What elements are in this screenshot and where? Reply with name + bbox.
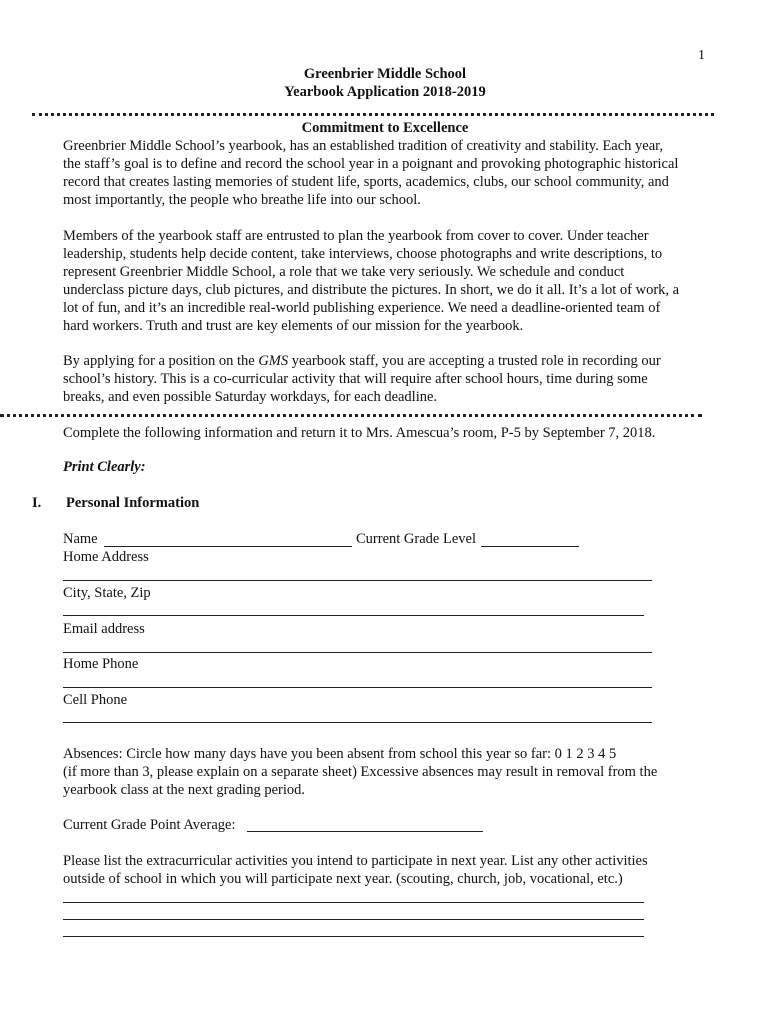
city-state-zip-field[interactable] (63, 615, 644, 616)
email-label: Email address (63, 621, 145, 637)
email-field[interactable] (63, 652, 652, 653)
text-line: lot of fun, and it’s an incredible real-world publishing experience. We need a deadline-oriented team of (63, 300, 661, 316)
text-line: outside of school in which you will participate next year. (scouting, church, job, vocational, etc.) (63, 871, 623, 887)
print-clearly-label: Print Clearly: (63, 459, 146, 475)
absences-text (63, 745, 713, 799)
text-line: Greenbrier Middle School’s yearbook, has an established tradition of creativity and stability. Each year, (63, 138, 664, 154)
text-line: Members of the yearbook staff are entrusted to plan the yearbook from cover to cover. Under teacher (63, 228, 649, 244)
dotted-divider-bottom (0, 414, 702, 417)
gms-emphasis: GMS (258, 353, 289, 369)
home-phone-label: Home Phone (63, 656, 139, 672)
gpa-label: Current Grade Point Average: (63, 817, 236, 833)
text-line: (if more than 3, please explain on a separate sheet) Excessive absences may result in removal from the (63, 764, 658, 780)
gpa-field[interactable] (247, 831, 483, 832)
text-line: school’s history. This is a co-curricular activity that will require after school hours, time during some (63, 371, 648, 387)
document-title: Yearbook Application 2018-2019 (284, 84, 486, 100)
text-line: Absences: Circle how many days have you been absent from school this year so far: 0 1 2 3 4 5 (63, 746, 617, 762)
text-line (63, 352, 713, 370)
activities-field-1[interactable] (63, 902, 644, 903)
activities-field-2[interactable] (63, 919, 644, 920)
text-span: By applying for a position on the (63, 353, 259, 369)
text-line: breaks, and even possible Saturday workdays, for each deadline. (63, 389, 438, 405)
commitment-paragraph-2 (63, 227, 713, 335)
section-numeral: I. (32, 495, 42, 511)
activities-prompt (63, 852, 713, 888)
instructions: Complete the following information and return it to Mrs. Amescua’s room, P-5 by September 7, 2018. (63, 425, 656, 441)
activities-field-3[interactable] (63, 936, 644, 937)
commitment-paragraph-1 (63, 137, 713, 209)
grade-field[interactable] (481, 546, 579, 547)
home-phone-field[interactable] (63, 687, 652, 688)
text-line: leadership, students help decide content, take interviews, choose photographs and write descriptions, to (63, 246, 663, 262)
name-label: Name (63, 531, 98, 547)
commitment-heading: Commitment to Excellence (301, 120, 469, 136)
school-name: Greenbrier Middle School (303, 66, 467, 82)
cell-phone-label: Cell Phone (63, 692, 128, 708)
text-line: underclass picture days, club pictures, and distribute the pictures. In short, we do it all. It’s a lot of work, a (63, 282, 680, 298)
commitment-paragraph-3 (63, 352, 713, 406)
home-address-label: Home Address (63, 549, 149, 565)
grade-label: Current Grade Level (356, 531, 476, 547)
text-line: most importantly, the people who breathe life into our school. (63, 192, 421, 208)
text-line: the staff’s goal is to define and record the school year in a poignant and provoking photographic historical (63, 156, 679, 172)
name-field[interactable] (104, 546, 352, 547)
text-line: Please list the extracurricular activities you intend to participate in next year. List any other activities (63, 853, 648, 869)
text-span: yearbook staff, you are accepting a trusted role in recording our (288, 353, 661, 369)
cell-phone-field[interactable] (63, 722, 652, 723)
text-line: yearbook class at the next grading period. (63, 782, 305, 798)
dotted-divider-top (32, 113, 714, 116)
text-line: represent Greenbrier Middle School, a role that we take very seriously. We schedule and conduct (63, 264, 625, 280)
city-state-zip-label: City, State, Zip (63, 585, 151, 601)
home-address-field[interactable] (63, 580, 652, 581)
text-line: hard workers. Truth and trust are key elements of our mission for the yearbook. (63, 318, 524, 334)
text-line: record that creates lasting memories of student life, sports, academics, clubs, our school community, and (63, 174, 669, 190)
section-title: Personal Information (66, 495, 200, 511)
page-number: 1 (698, 48, 705, 63)
